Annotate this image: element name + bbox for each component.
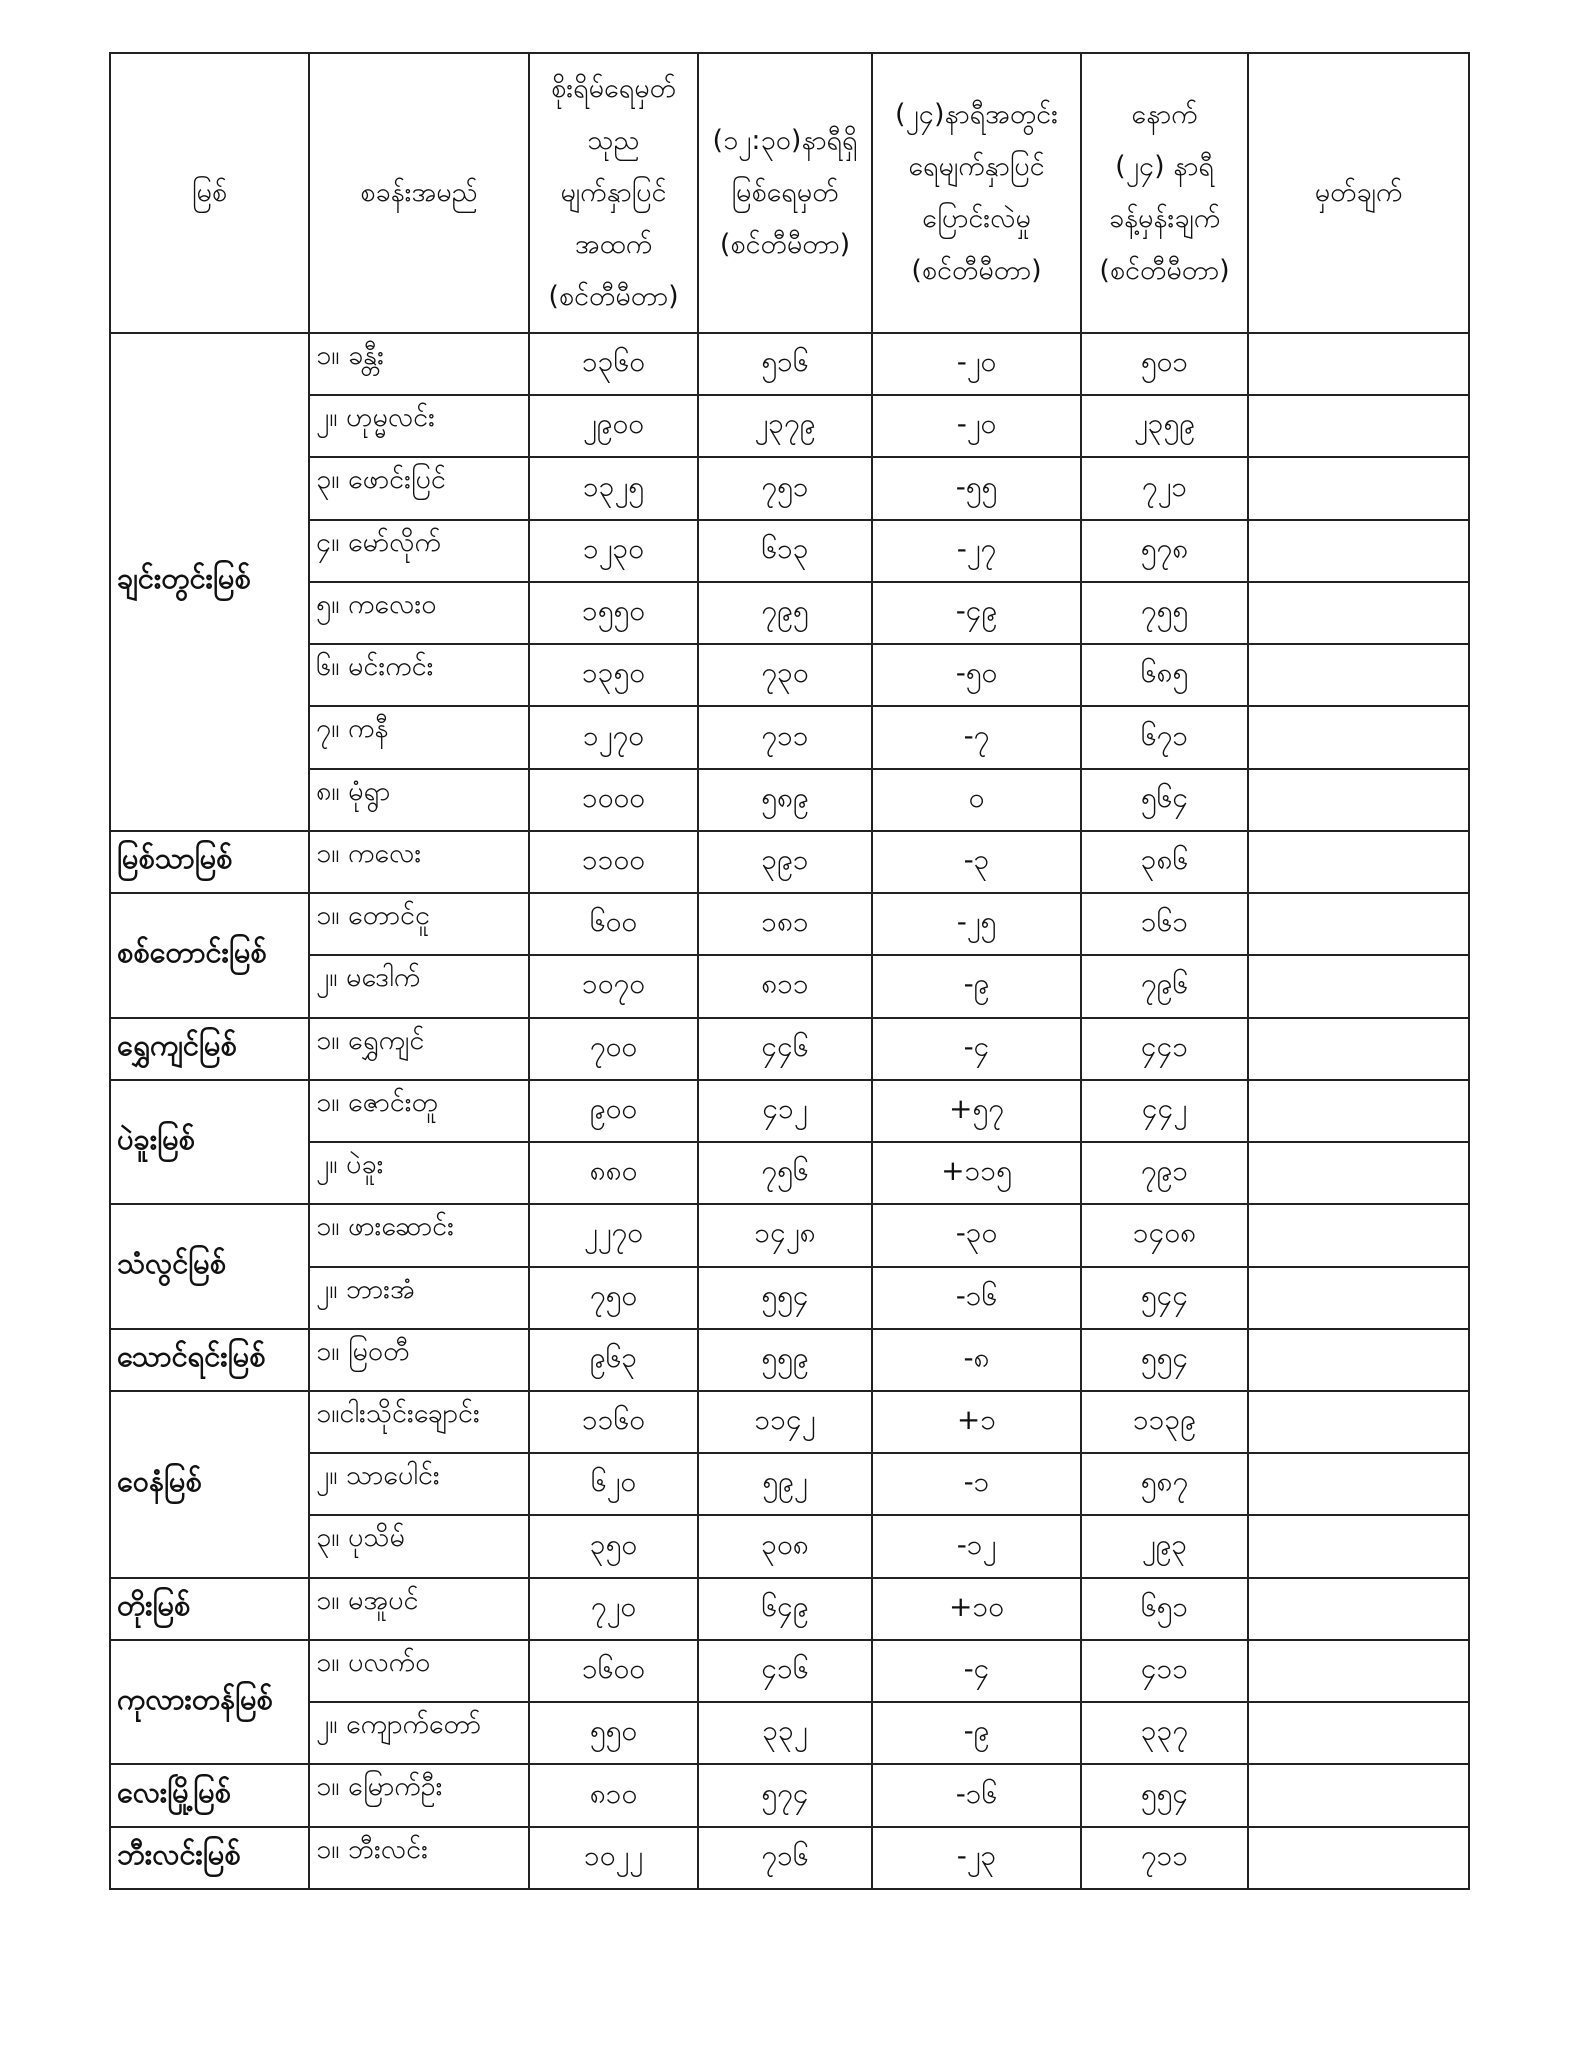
forecast-value: ၄၁၁ <box>1081 1640 1248 1702</box>
danger-level-value: ၆၂၀ <box>529 1453 698 1515</box>
table-body <box>110 333 1469 1889</box>
station-name: ၁။ တောင်ငူ <box>309 893 529 955</box>
table-row <box>110 1018 1469 1080</box>
danger-level-value: ၁၃၅၀ <box>529 644 698 706</box>
remarks-cell <box>1248 644 1469 706</box>
table-row <box>110 1080 1469 1142</box>
current-level-value: ၄၁၆ <box>698 1640 872 1702</box>
forecast-value: ၆၈၅ <box>1081 644 1248 706</box>
remarks-cell <box>1248 1578 1469 1640</box>
station-name: ၂။ ကျောက်တော် <box>309 1702 529 1764</box>
forecast-value: ၅၇၈ <box>1081 520 1248 582</box>
table-row <box>110 1640 1469 1702</box>
table-row <box>110 1453 1469 1515</box>
remarks-cell <box>1248 1204 1469 1266</box>
header-24h-change: (၂၄)နာရီအတွင်း ရေမျက်နှာပြင် ပြောင်းလဲမှု (စင်တီမီတာ) <box>872 53 1081 333</box>
station-name: ၁။ ဇောင်းတူ <box>309 1080 529 1142</box>
table-row <box>110 1329 1469 1391</box>
forecast-value: ၅၀၁ <box>1081 333 1248 395</box>
table-row <box>110 1764 1469 1826</box>
table-row <box>110 1267 1469 1329</box>
header-river: မြစ် <box>110 53 309 333</box>
station-name: ၂။ ဟုမ္မလင်း <box>309 395 529 457</box>
table-row <box>110 395 1469 457</box>
header-remarks: မှတ်ချက် <box>1248 53 1469 333</box>
station-name: ၄။ မော်လိုက် <box>309 520 529 582</box>
change-value: -၁ <box>872 1453 1081 1515</box>
station-name: ၁။ မြဝတီ <box>309 1329 529 1391</box>
station-name: ၁။ ဘီးလင်း <box>309 1827 529 1889</box>
station-name: ၁။ ရွှေကျင် <box>309 1018 529 1080</box>
river-name: ချင်းတွင်းမြစ် <box>110 333 309 831</box>
current-level-value: ၅၅၄ <box>698 1267 872 1329</box>
forecast-value: ၅၄၄ <box>1081 1267 1248 1329</box>
table-row <box>110 333 1469 395</box>
change-value: -၃၀ <box>872 1204 1081 1266</box>
current-level-value: ၆၄၉ <box>698 1578 872 1640</box>
danger-level-value: ၈၁၀ <box>529 1764 698 1826</box>
forecast-value: ၇၁၁ <box>1081 1827 1248 1889</box>
table-row <box>110 706 1469 768</box>
station-name: ၃။ ဖောင်းပြင် <box>309 457 529 519</box>
header-forecast: နောက် (၂၄) နာရီ ခန့်မှန်းချက် (စင်တီမီတာ) <box>1081 53 1248 333</box>
current-level-value: ၇၉၅ <box>698 582 872 644</box>
remarks-cell <box>1248 1764 1469 1826</box>
remarks-cell <box>1248 1515 1469 1577</box>
river-name: ရွှေကျင်မြစ် <box>110 1018 309 1080</box>
current-level-value: ၃၃၂ <box>698 1702 872 1764</box>
change-value: -၃ <box>872 831 1081 893</box>
forecast-value: ၄၄၂ <box>1081 1080 1248 1142</box>
station-name: ၅။ ကလေးဝ <box>309 582 529 644</box>
danger-level-value: ၁၁၆၀ <box>529 1391 698 1453</box>
forecast-value: ၂၉၃ <box>1081 1515 1248 1577</box>
forecast-value: ၂၃၅၉ <box>1081 395 1248 457</box>
danger-level-value: ၇၅၀ <box>529 1267 698 1329</box>
remarks-cell <box>1248 1018 1469 1080</box>
forecast-value: ၄၄၁ <box>1081 1018 1248 1080</box>
forecast-value: ၃၈၆ <box>1081 831 1248 893</box>
header-current-level: (၁၂:၃၀)နာရီရှိ မြစ်ရေမှတ် (စင်တီမီတာ) <box>698 53 872 333</box>
danger-level-value: ၁၃၂၅ <box>529 457 698 519</box>
forecast-value: ၁၄၀၈ <box>1081 1204 1248 1266</box>
table-row <box>110 582 1469 644</box>
current-level-value: ၇၃၀ <box>698 644 872 706</box>
current-level-value: ၇၁၁ <box>698 706 872 768</box>
change-value: +၁ <box>872 1391 1081 1453</box>
remarks-cell <box>1248 1267 1469 1329</box>
change-value: -၂၅ <box>872 893 1081 955</box>
forecast-value: ၆၅၁ <box>1081 1578 1248 1640</box>
change-value: -၉ <box>872 1702 1081 1764</box>
header-danger-level: စိုးရိမ်ရေမှတ် သုည မျက်နှာပြင် အထက် (စင်တီမီတာ) <box>529 53 698 333</box>
station-name: ၂။ ဘားအံ <box>309 1267 529 1329</box>
remarks-cell <box>1248 1142 1469 1204</box>
change-value: -၄ <box>872 1018 1081 1080</box>
river-name: ဘီးလင်းမြစ် <box>110 1827 309 1889</box>
danger-level-value: ၇၂၀ <box>529 1578 698 1640</box>
current-level-value: ၁၄၂၈ <box>698 1204 872 1266</box>
remarks-cell <box>1248 520 1469 582</box>
change-value: -၅၀ <box>872 644 1081 706</box>
change-value: -၁၆ <box>872 1267 1081 1329</box>
danger-level-value: ၁၃၆၀ <box>529 333 698 395</box>
remarks-cell <box>1248 333 1469 395</box>
remarks-cell <box>1248 1080 1469 1142</box>
forecast-value: ၇၅၅ <box>1081 582 1248 644</box>
header-row <box>110 53 1469 333</box>
remarks-cell <box>1248 893 1469 955</box>
river-name: စစ်တောင်းမြစ် <box>110 893 309 1017</box>
current-level-value: ၅၅၉ <box>698 1329 872 1391</box>
table-row <box>110 769 1469 831</box>
remarks-cell <box>1248 1329 1469 1391</box>
station-name: ၁။ မအူပင် <box>309 1578 529 1640</box>
table-row <box>110 1702 1469 1764</box>
change-value: ၀ <box>872 769 1081 831</box>
danger-level-value: ၃၅၀ <box>529 1515 698 1577</box>
danger-level-value: ၇၀၀ <box>529 1018 698 1080</box>
river-name: သံလွင်မြစ် <box>110 1204 309 1328</box>
change-value: +၅၇ <box>872 1080 1081 1142</box>
change-value: +၁၀ <box>872 1578 1081 1640</box>
forecast-value: ၅၅၄ <box>1081 1764 1248 1826</box>
current-level-value: ၇၅၁ <box>698 457 872 519</box>
current-level-value: ၆၁၃ <box>698 520 872 582</box>
river-name: သောင်ရင်းမြစ် <box>110 1329 309 1391</box>
danger-level-value: ၁၆၀၀ <box>529 1640 698 1702</box>
change-value: -၂၇ <box>872 520 1081 582</box>
danger-level-value: ၆၀၀ <box>529 893 698 955</box>
current-level-value: ၅၈၉ <box>698 769 872 831</box>
forecast-value: ၇၂၁ <box>1081 457 1248 519</box>
forecast-value: ၇၉၆ <box>1081 955 1248 1017</box>
change-value: -၂၃ <box>872 1827 1081 1889</box>
station-name: ၈။ မုံရွာ <box>309 769 529 831</box>
current-level-value: ၃၉၁ <box>698 831 872 893</box>
forecast-value: ၅၅၄ <box>1081 1329 1248 1391</box>
current-level-value: ၈၁၁ <box>698 955 872 1017</box>
current-level-value: ၃၀၈ <box>698 1515 872 1577</box>
station-name: ၂။ သာပေါင်း <box>309 1453 529 1515</box>
table-row <box>110 893 1469 955</box>
current-level-value: ၄၄၆ <box>698 1018 872 1080</box>
change-value: -၈ <box>872 1329 1081 1391</box>
river-name: ကုလားတန်မြစ် <box>110 1640 309 1764</box>
change-value: -၂၀ <box>872 395 1081 457</box>
table-row <box>110 1515 1469 1577</box>
river-name: ဝေနံမြစ် <box>110 1391 309 1578</box>
table-row <box>110 520 1469 582</box>
table-row <box>110 831 1469 893</box>
danger-level-value: ၈၈၀ <box>529 1142 698 1204</box>
forecast-value: ၅၈၇ <box>1081 1453 1248 1515</box>
table-row <box>110 1578 1469 1640</box>
station-name: ၆။ မင်းကင်း <box>309 644 529 706</box>
remarks-cell <box>1248 1827 1469 1889</box>
danger-level-value: ၁၂၃၀ <box>529 520 698 582</box>
station-name: ၁။ ဖားဆောင်း <box>309 1204 529 1266</box>
table-row <box>110 1827 1469 1889</box>
danger-level-value: ၁၅၅၀ <box>529 582 698 644</box>
forecast-value: ၇၉၁ <box>1081 1142 1248 1204</box>
current-level-value: ၁၁၄၂ <box>698 1391 872 1453</box>
station-name: ၂။ မဒေါက် <box>309 955 529 1017</box>
current-level-value: ၅၇၄ <box>698 1764 872 1826</box>
danger-level-value: ၉၀၀ <box>529 1080 698 1142</box>
danger-level-value: ၁၀၂၂ <box>529 1827 698 1889</box>
danger-level-value: ၂၂၇၀ <box>529 1204 698 1266</box>
table-row <box>110 955 1469 1017</box>
station-name: ၇။ ကနီ <box>309 706 529 768</box>
danger-level-value: ၅၅၀ <box>529 1702 698 1764</box>
current-level-value: ၄၁၂ <box>698 1080 872 1142</box>
forecast-value: ၅၆၄ <box>1081 769 1248 831</box>
forecast-value: ၆၇၁ <box>1081 706 1248 768</box>
change-value: -၇ <box>872 706 1081 768</box>
change-value: -၄၉ <box>872 582 1081 644</box>
change-value: -၂၀ <box>872 333 1081 395</box>
station-name: ၁။ငါးသိုင်းချောင်း <box>309 1391 529 1453</box>
station-name: ၃။ ပုသိမ် <box>309 1515 529 1577</box>
station-name: ၁။ ပလက်ဝ <box>309 1640 529 1702</box>
remarks-cell <box>1248 582 1469 644</box>
river-level-table <box>109 52 1470 1890</box>
remarks-cell <box>1248 1640 1469 1702</box>
remarks-cell <box>1248 1453 1469 1515</box>
current-level-value: ၇၁၆ <box>698 1827 872 1889</box>
river-name: လေးမြို့မြစ် <box>110 1764 309 1826</box>
remarks-cell <box>1248 955 1469 1017</box>
change-value: -၄ <box>872 1640 1081 1702</box>
change-value: -၁၂ <box>872 1515 1081 1577</box>
station-name: ၂။ ပဲခူး <box>309 1142 529 1204</box>
remarks-cell <box>1248 1391 1469 1453</box>
table-row <box>110 1142 1469 1204</box>
current-level-value: ၇၅၆ <box>698 1142 872 1204</box>
danger-level-value: ၁၀၇၀ <box>529 955 698 1017</box>
current-level-value: ၅၉၂ <box>698 1453 872 1515</box>
remarks-cell <box>1248 831 1469 893</box>
station-name: ၁။ မြောက်ဦး <box>309 1764 529 1826</box>
river-name: မြစ်သာမြစ် <box>110 831 309 893</box>
current-level-value: ၂၃၇၉ <box>698 395 872 457</box>
danger-level-value: ၁၀၀၀ <box>529 769 698 831</box>
danger-level-value: ၂၉၀၀ <box>529 395 698 457</box>
forecast-value: ၁၆၁ <box>1081 893 1248 955</box>
danger-level-value: ၁၁၀၀ <box>529 831 698 893</box>
current-level-value: ၅၁၆ <box>698 333 872 395</box>
change-value: -၉ <box>872 955 1081 1017</box>
remarks-cell <box>1248 706 1469 768</box>
remarks-cell <box>1248 395 1469 457</box>
change-value: +၁၁၅ <box>872 1142 1081 1204</box>
remarks-cell <box>1248 769 1469 831</box>
current-level-value: ၁၈၁ <box>698 893 872 955</box>
station-name: ၁။ ခန္တီး <box>309 333 529 395</box>
forecast-value: ၁၁၃၉ <box>1081 1391 1248 1453</box>
change-value: -၅၅ <box>872 457 1081 519</box>
remarks-cell <box>1248 1702 1469 1764</box>
table-row <box>110 1391 1469 1453</box>
danger-level-value: ၉၆၃ <box>529 1329 698 1391</box>
table-row <box>110 644 1469 706</box>
river-name: တိုးမြစ် <box>110 1578 309 1640</box>
danger-level-value: ၁၂၇၀ <box>529 706 698 768</box>
change-value: -၁၆ <box>872 1764 1081 1826</box>
table-row <box>110 1204 1469 1266</box>
remarks-cell <box>1248 457 1469 519</box>
station-name: ၁။ ကလေး <box>309 831 529 893</box>
river-name: ပဲခူးမြစ် <box>110 1080 309 1204</box>
header-station: စခန်းအမည် <box>309 53 529 333</box>
table-row <box>110 457 1469 519</box>
forecast-value: ၃၃၇ <box>1081 1702 1248 1764</box>
